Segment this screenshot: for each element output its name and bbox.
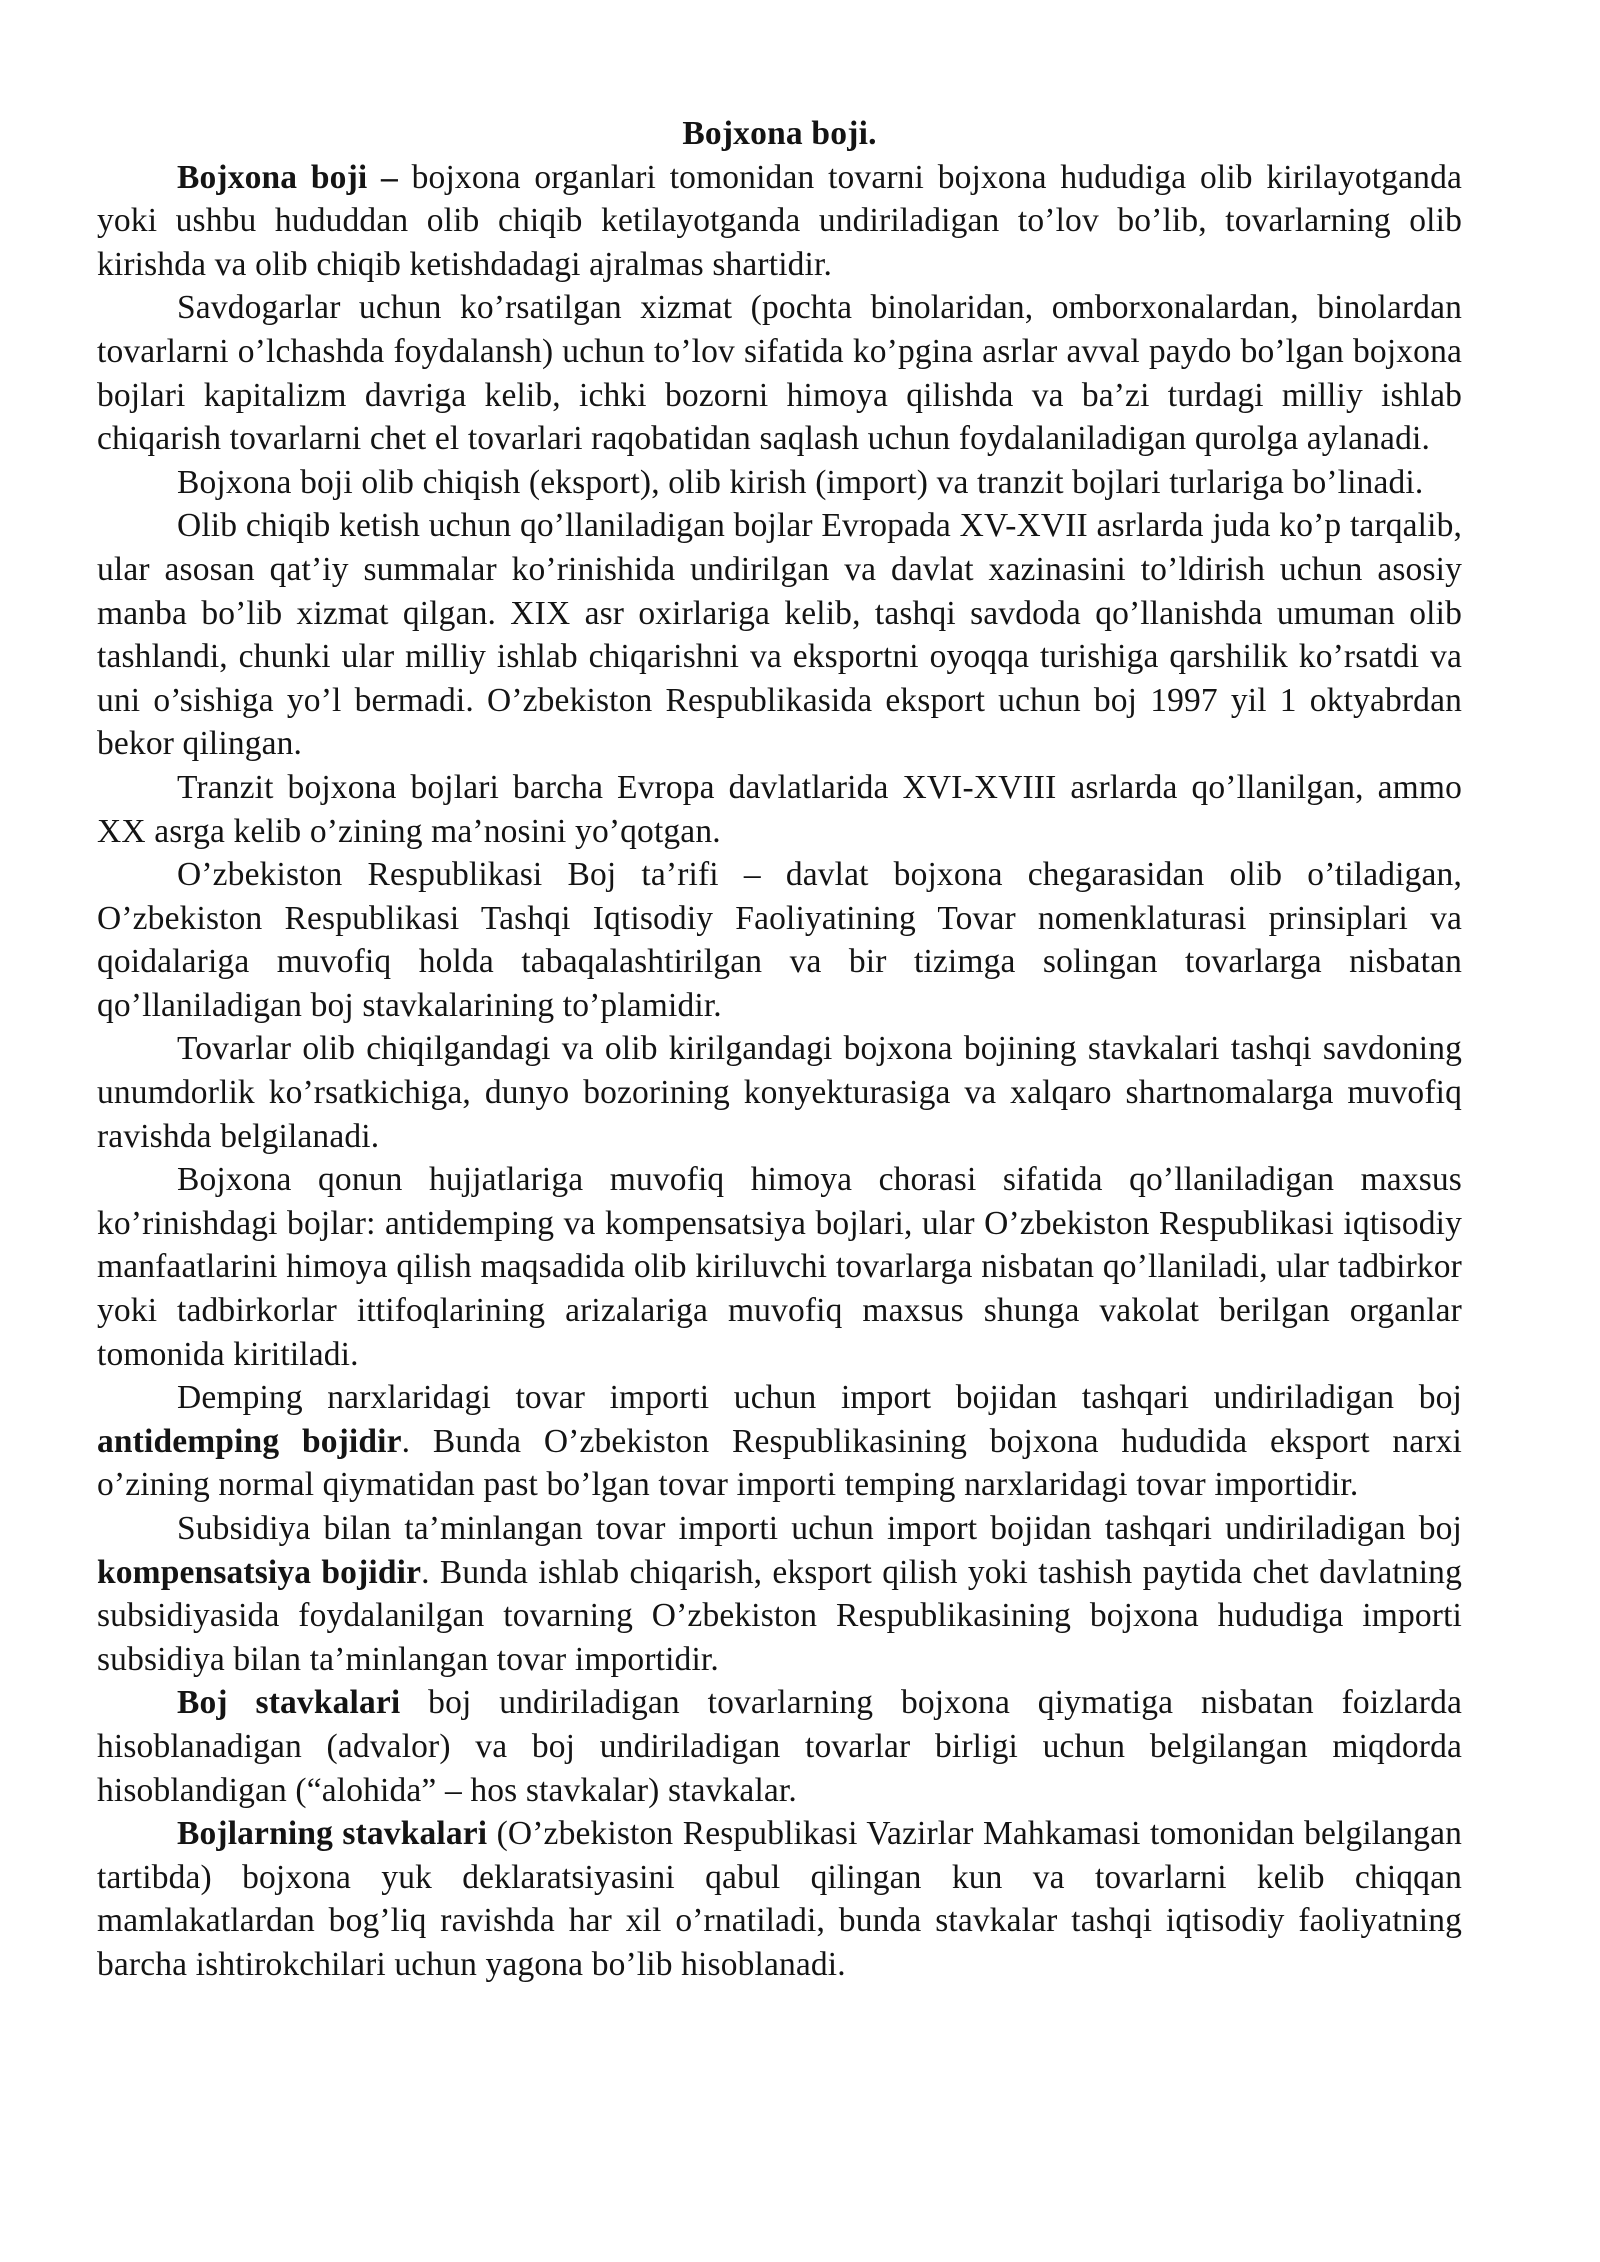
- document-page: [97, 112, 1462, 1987]
- paragraph-special-duties: Bojxona qonun hujjatlariga muvofiq himoya chorasi sifatida qo’llaniladigan maxsus ko’rinishdagi bojlar: antidemping va kompensatsiya bojlari, ular O’zbekiston Respublikasi iqtisodiy manfaatlarini himoya qilish maqsadida olib kiriluvchi tovarlarga nisbatan qo’llaniladi, ular tadbirkor yoki tadbirkorlar ittifoqlarining arizalariga muvofiq maxsus shunga vakolat berilgan organlar tomonida kiritiladi.: [97, 1161, 1462, 1373]
- paragraph-text: . Bunda O’zbekiston Respublikasining bojxona hududida eksport narxi o’zining normal qiymatidan past bo’lgan tovar importi temping narxlaridagi tovar importidir.: [97, 1422, 1462, 1504]
- paragraph-tariff: O’zbekiston Respublikasi Boj ta’rifi – davlat bojxona chegarasidan olib o’tiladigan, O’zbekiston Respublikasi Tashqi Iqtisodiy Faoliyatining Tovar nomenklaturasi prinsiplari va qoidalariga muvofiq holda tabaqalashtirilgan va bir tizimga solingan tovarlarga nisbatan qo’llaniladigan boj stavkalarining to’plamidir.: [97, 856, 1462, 1024]
- paragraph-definition: [97, 156, 1462, 287]
- paragraph-text: . Bunda ishlab chiqarish, eksport qilish yoki tashish paytida chet davlatning subsidiyasida foydalanilgan tovarning O’zbekiston Respublikasining bojxona hududiga importi subsidiya bilan ta’minlangan tovar importidir.: [97, 1553, 1462, 1678]
- paragraph-rates: Tovarlar olib chiqilgandagi va olib kirilgandagi bojxona bojining stavkalari tashqi savdoning unumdorlik ko’rsatkichiga, dunyo bozorining konyekturasiga va xalqaro shartnomalarga muvofiq ravishda belgilanadi.: [97, 1030, 1462, 1155]
- paragraph-antidumping: [97, 1376, 1462, 1507]
- paragraph-text: Demping narxlaridagi tovar importi uchun import bojidan tashqari undiriladigan boj: [177, 1379, 1462, 1417]
- term-boj-stavkalari: Boj stavkalari: [177, 1684, 401, 1722]
- term-bojxona-boji: Bojxona boji –: [177, 158, 398, 196]
- paragraph-export-duties: Olib chiqib ketish uchun qo’llaniladigan bojlar Evropada XV-XVII asrlarda juda ko’p tarqalib, ular asosan qat’iy summalar ko’rinishida undirilgan va davlat xazinasini to’ldirish uchun asosiy manba bo’lib xizmat qilgan. XIX asr oxirlariga kelib, tashqi savdoda qo’llanishda umuman olib tashlandi, chunki ular milliy ishlab chiqarishni va eksportni oyoqqa turishiga qarshilik ko’rsatdi va uni o’sishiga yo’l bermadi. O’zbekiston Respublikasida eksport uchun boj 1997 yil 1 oktyabrdan bekor qilingan.: [97, 507, 1462, 763]
- document-title: Bojxona boji.: [682, 115, 877, 152]
- paragraph-text: boj undiriladigan tovarlarning bojxona qiymatiga nisbatan foizlarda hisoblanadigan (advalor) va boj undiriladigan tovarlar birligi uchun belgilangan miqdorda hisoblandigan (“alohida” – hos stavkalar) stavkalar.: [97, 1684, 1462, 1809]
- term-antidemping: antidemping bojidir: [97, 1422, 402, 1460]
- paragraph-types: Bojxona boji olib chiqish (eksport), olib kirish (import) va tranzit bojlari turlariga bo’linadi.: [177, 463, 1424, 501]
- paragraph-history: Savdogarlar uchun ko’rsatilgan xizmat (pochta binolaridan, omborxonalardan, binolardan tovarlarni o’lchashda foydalansh) uchun to’lov sifatida ko’pgina asrlar avval paydo bo’lgan bojxona bojlari kapitalizm davriga kelib, ichki bozorni himoya qilishda va ba’zi turdagi milliy ishlab chiqarish tovarlarni chet el tovarlari raqobatidan saqlash uchun foydalaniladigan qurolga aylanadi.: [97, 289, 1462, 458]
- paragraph-text: Subsidiya bilan ta’minlangan tovar importi uchun import bojidan tashqari undiriladigan boj: [177, 1510, 1462, 1547]
- paragraph-text: bojxona organlari tomonidan tovarni bojxona hududiga olib kirilayotganda yoki ushbu hududdan olib chiqib ketilayotganda undiriladigan to’lov bo’lib, tovarlarning olib kirishda va olib chiqib ketishdadagi ajralmas shartidir.: [97, 158, 1463, 283]
- paragraph-text: (O’zbekiston Respublikasi Vazirlar Mahkamasi tomonidan belgilangan tartibda) bojxona yuk deklaratsiyasini qabul qilingan kun va tovarlarni kelib chiqqan mamlakatlardan bog’liq ravishda har xil o’rnatiladi, bunda stavkalar tashqi iqtisodiy faoliyatning barcha ishtirokchilari uchun yagona bo’lib hisoblanadi.: [97, 1815, 1462, 1983]
- paragraph-rates-setting: [97, 1812, 1462, 1986]
- paragraph-duty-rates: [97, 1681, 1462, 1812]
- term-kompensatsiya: kompensatsiya bojidir: [97, 1553, 422, 1591]
- paragraph-transit-duties: Tranzit bojxona bojlari barcha Evropa davlatlarida XVI-XVIII asrlarda qo’llanilgan, ammo XX asrga kelib o’zining ma’nosini yo’qotgan.: [97, 768, 1462, 850]
- term-bojlarning-stavkalari: Bojlarning stavkalari: [177, 1815, 488, 1853]
- paragraph-compensatory: [97, 1507, 1462, 1681]
